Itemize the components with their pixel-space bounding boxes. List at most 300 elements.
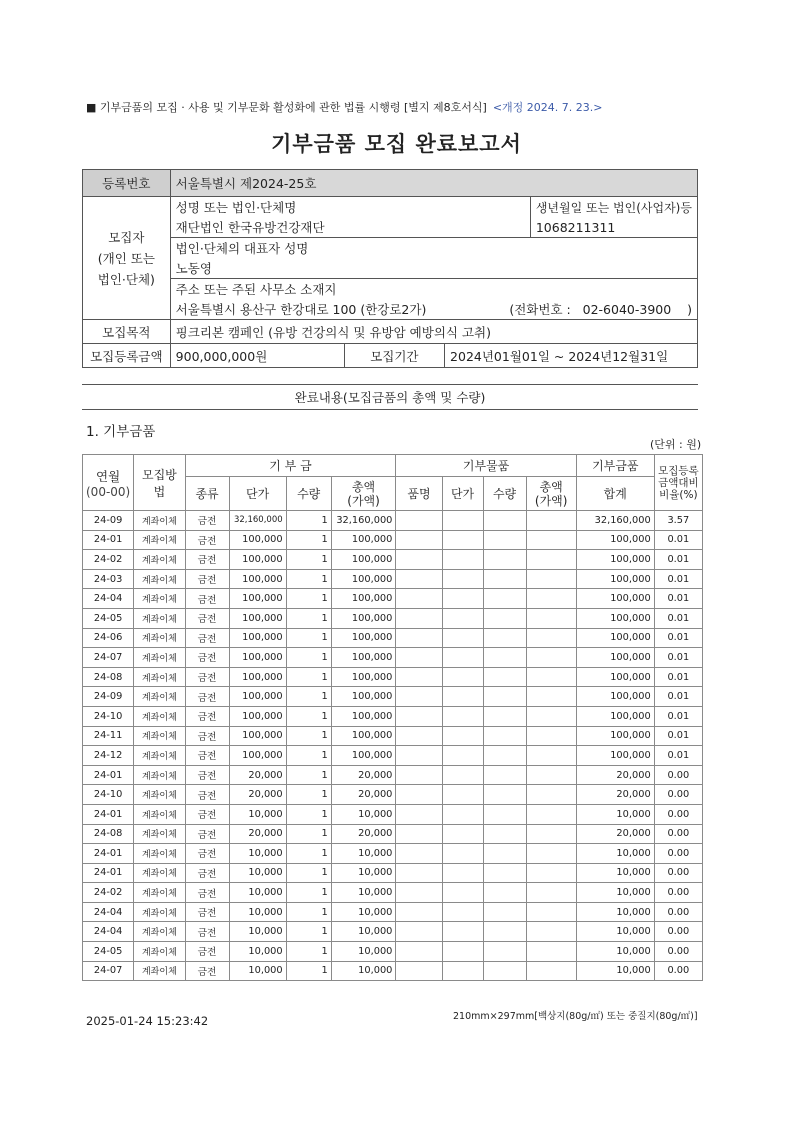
row-price: 10,000 [229, 863, 286, 883]
row-total: 10,000 [331, 844, 396, 864]
row-total: 100,000 [331, 746, 396, 766]
collector-label: 모집자 (개인 또는 법인·단체) [83, 197, 171, 320]
row-goods-qty [483, 824, 526, 844]
row-date: 24-09 [83, 687, 134, 707]
row-goods-qty [483, 648, 526, 668]
row-goods-name [396, 667, 442, 687]
row-sum: 100,000 [576, 687, 654, 707]
row-goods-qty [483, 706, 526, 726]
row-method: 계좌이체 [134, 883, 185, 903]
row-goods-name [396, 844, 442, 864]
row-sum: 20,000 [576, 765, 654, 785]
row-total: 100,000 [331, 706, 396, 726]
amount-label: 모집등록금액 [83, 344, 171, 368]
col-money-group: 기 부 금 [185, 455, 396, 477]
col-ratio-l3: 비율(%) [659, 488, 698, 501]
row-qty: 1 [286, 726, 331, 746]
col-method: 모집방법 [134, 455, 185, 511]
col-m-qty: 수량 [286, 477, 331, 511]
row-goods-total [526, 706, 576, 726]
row-goods-name [396, 804, 442, 824]
row-goods-total [526, 824, 576, 844]
row-price: 10,000 [229, 922, 286, 942]
row-sum: 100,000 [576, 628, 654, 648]
row-ratio: 0.01 [654, 706, 702, 726]
row-date: 24-07 [83, 961, 134, 981]
table-row [83, 844, 703, 864]
row-sum: 100,000 [576, 550, 654, 570]
row-goods-price [442, 726, 483, 746]
row-goods-name [396, 746, 442, 766]
row-goods-qty [483, 608, 526, 628]
row-ratio: 0.01 [654, 550, 702, 570]
row-ratio: 0.00 [654, 883, 702, 903]
row-goods-total [526, 746, 576, 766]
row-goods-total [526, 804, 576, 824]
row-goods-total [526, 687, 576, 707]
row-goods-qty [483, 804, 526, 824]
table-row [83, 667, 703, 687]
table-row [83, 511, 703, 531]
row-method: 계좌이체 [134, 530, 185, 550]
row-kind: 금전 [185, 785, 229, 805]
row-ratio: 0.01 [654, 726, 702, 746]
row-date: 24-10 [83, 785, 134, 805]
row-kind: 금전 [185, 589, 229, 609]
row-price: 100,000 [229, 746, 286, 766]
row-sum: 100,000 [576, 589, 654, 609]
row-date: 24-01 [83, 530, 134, 550]
row-ratio: 0.01 [654, 687, 702, 707]
row-kind: 금전 [185, 511, 229, 531]
row-method: 계좌이체 [134, 942, 185, 962]
row-goods-qty [483, 550, 526, 570]
row-date: 24-07 [83, 648, 134, 668]
row-total: 10,000 [331, 922, 396, 942]
table-row [83, 785, 703, 805]
row-goods-name [396, 883, 442, 903]
row-goods-total [526, 844, 576, 864]
table-row [83, 569, 703, 589]
row-goods-total [526, 530, 576, 550]
row-price: 100,000 [229, 628, 286, 648]
row-price: 10,000 [229, 844, 286, 864]
row-ratio: 0.00 [654, 863, 702, 883]
row-goods-name [396, 765, 442, 785]
row-sum: 100,000 [576, 608, 654, 628]
row-goods-qty [483, 687, 526, 707]
row-total: 100,000 [331, 589, 396, 609]
row-kind: 금전 [185, 765, 229, 785]
table-row [83, 863, 703, 883]
row-sum: 100,000 [576, 706, 654, 726]
row-ratio: 0.00 [654, 902, 702, 922]
row-goods-name [396, 530, 442, 550]
row-total: 100,000 [331, 687, 396, 707]
row-kind: 금전 [185, 902, 229, 922]
row-method: 계좌이체 [134, 922, 185, 942]
row-qty: 1 [286, 569, 331, 589]
period-label: 모집기간 [344, 344, 444, 368]
donation-table [82, 454, 703, 981]
row-goods-total [526, 589, 576, 609]
row-goods-price [442, 765, 483, 785]
row-qty: 1 [286, 824, 331, 844]
rep-value: 노동영 [170, 258, 697, 279]
row-goods-qty [483, 628, 526, 648]
row-goods-qty [483, 726, 526, 746]
table-row [83, 942, 703, 962]
row-date: 24-04 [83, 922, 134, 942]
row-date: 24-04 [83, 589, 134, 609]
row-goods-qty [483, 844, 526, 864]
row-sum: 100,000 [576, 746, 654, 766]
row-goods-price [442, 648, 483, 668]
row-method: 계좌이체 [134, 687, 185, 707]
row-kind: 금전 [185, 922, 229, 942]
row-date: 24-01 [83, 863, 134, 883]
col-date-sub: (00-00) [86, 484, 131, 499]
row-sum: 20,000 [576, 824, 654, 844]
row-method: 계좌이체 [134, 961, 185, 981]
col-m-total-label: 총액 [351, 479, 376, 494]
row-qty: 1 [286, 765, 331, 785]
phone-value: 02-6040-3900 [582, 302, 672, 317]
col-g-total-sub: (가액) [534, 493, 568, 508]
row-date: 24-12 [83, 746, 134, 766]
col-m-price: 단가 [229, 477, 286, 511]
row-goods-price [442, 589, 483, 609]
row-ratio: 0.01 [654, 628, 702, 648]
row-total: 100,000 [331, 628, 396, 648]
row-goods-name [396, 922, 442, 942]
row-goods-name [396, 942, 442, 962]
row-method: 계좌이체 [134, 706, 185, 726]
row-goods-qty [483, 922, 526, 942]
row-price: 100,000 [229, 687, 286, 707]
row-qty: 1 [286, 706, 331, 726]
table-row [83, 726, 703, 746]
row-goods-name [396, 902, 442, 922]
row-goods-name [396, 628, 442, 648]
id-value: 1068211311 [530, 217, 697, 238]
table-body [83, 511, 703, 981]
row-goods-qty [483, 785, 526, 805]
sub-title: 1. 기부금품 [86, 424, 156, 440]
col-m-total-sub: (가액) [347, 493, 380, 508]
row-ratio: 0.01 [654, 667, 702, 687]
col-goods-group: 기부물품 [396, 455, 576, 477]
row-goods-total [526, 922, 576, 942]
row-ratio: 0.00 [654, 961, 702, 981]
col-g-qty: 수량 [483, 477, 526, 511]
row-method: 계좌이체 [134, 863, 185, 883]
row-kind: 금전 [185, 569, 229, 589]
row-price: 10,000 [229, 942, 286, 962]
row-price: 20,000 [229, 824, 286, 844]
row-method: 계좌이체 [134, 511, 185, 531]
row-goods-name [396, 824, 442, 844]
row-goods-total [526, 726, 576, 746]
footer-timestamp: 2025-01-24 15:23:42 [86, 1014, 209, 1028]
row-qty: 1 [286, 863, 331, 883]
row-goods-total [526, 511, 576, 531]
row-method: 계좌이체 [134, 765, 185, 785]
row-price: 10,000 [229, 883, 286, 903]
row-goods-total [526, 863, 576, 883]
row-date: 24-03 [83, 569, 134, 589]
row-goods-qty [483, 530, 526, 550]
row-method: 계좌이체 [134, 824, 185, 844]
row-total: 100,000 [331, 530, 396, 550]
row-price: 100,000 [229, 706, 286, 726]
period-value: 2024년01월01일 ~ 2024년12월31일 [445, 344, 698, 368]
row-goods-price [442, 824, 483, 844]
row-method: 계좌이체 [134, 804, 185, 824]
row-qty: 1 [286, 628, 331, 648]
row-goods-name [396, 706, 442, 726]
row-goods-total [526, 667, 576, 687]
row-total: 10,000 [331, 942, 396, 962]
row-qty: 1 [286, 667, 331, 687]
row-kind: 금전 [185, 648, 229, 668]
row-qty: 1 [286, 530, 331, 550]
table-row [83, 589, 703, 609]
row-total: 20,000 [331, 765, 396, 785]
row-qty: 1 [286, 550, 331, 570]
amendment-text: <개정 2024. 7. 23.> [492, 101, 603, 114]
row-sum: 100,000 [576, 726, 654, 746]
row-method: 계좌이체 [134, 608, 185, 628]
row-price: 100,000 [229, 530, 286, 550]
row-price: 100,000 [229, 608, 286, 628]
row-qty: 1 [286, 844, 331, 864]
row-method: 계좌이체 [134, 746, 185, 766]
row-ratio: 0.00 [654, 785, 702, 805]
row-goods-total [526, 550, 576, 570]
row-goods-qty [483, 765, 526, 785]
table-row [83, 550, 703, 570]
row-sum: 10,000 [576, 942, 654, 962]
table-row [83, 922, 703, 942]
row-kind: 금전 [185, 746, 229, 766]
row-goods-price [442, 569, 483, 589]
row-goods-total [526, 883, 576, 903]
row-sum: 20,000 [576, 785, 654, 805]
row-qty: 1 [286, 902, 331, 922]
row-method: 계좌이체 [134, 648, 185, 668]
row-price: 10,000 [229, 961, 286, 981]
row-total: 100,000 [331, 648, 396, 668]
row-sum: 10,000 [576, 902, 654, 922]
row-goods-total [526, 608, 576, 628]
row-price: 100,000 [229, 589, 286, 609]
row-method: 계좌이체 [134, 667, 185, 687]
row-method: 계좌이체 [134, 902, 185, 922]
table-row [83, 883, 703, 903]
col-g-name: 품명 [396, 477, 442, 511]
row-goods-qty [483, 746, 526, 766]
row-goods-price [442, 785, 483, 805]
col-date-label: 연월 [96, 468, 121, 484]
row-price: 10,000 [229, 902, 286, 922]
row-goods-price [442, 844, 483, 864]
row-total: 10,000 [331, 804, 396, 824]
row-goods-name [396, 608, 442, 628]
table-row [83, 608, 703, 628]
col-ratio [654, 455, 702, 511]
table-row [83, 961, 703, 981]
row-goods-price [442, 687, 483, 707]
row-goods-name [396, 550, 442, 570]
row-total: 100,000 [331, 550, 396, 570]
row-total: 32,160,000 [331, 511, 396, 531]
row-kind: 금전 [185, 804, 229, 824]
row-total: 20,000 [331, 824, 396, 844]
row-total: 100,000 [331, 569, 396, 589]
row-method: 계좌이체 [134, 785, 185, 805]
purpose-label: 모집목적 [83, 320, 171, 344]
table-row [83, 530, 703, 550]
row-date: 24-05 [83, 942, 134, 962]
col-sum: 합계 [576, 477, 654, 511]
col-g-total [526, 477, 576, 511]
row-goods-price [442, 804, 483, 824]
row-ratio: 0.01 [654, 648, 702, 668]
row-goods-name [396, 726, 442, 746]
row-goods-total [526, 785, 576, 805]
collector-info-table [82, 169, 698, 368]
phone-group [509, 300, 692, 318]
row-goods-qty [483, 942, 526, 962]
row-ratio: 0.00 [654, 804, 702, 824]
row-sum: 10,000 [576, 804, 654, 824]
row-date: 24-08 [83, 667, 134, 687]
row-goods-price [442, 863, 483, 883]
row-qty: 1 [286, 687, 331, 707]
row-ratio: 0.00 [654, 765, 702, 785]
row-goods-price [442, 550, 483, 570]
row-method: 계좌이체 [134, 569, 185, 589]
row-goods-total [526, 961, 576, 981]
row-goods-total [526, 765, 576, 785]
row-goods-qty [483, 511, 526, 531]
row-goods-total [526, 569, 576, 589]
col-m-kind: 종류 [185, 477, 229, 511]
registration-value: 서울특별시 제2024-25호 [170, 170, 697, 197]
row-date: 24-04 [83, 902, 134, 922]
row-goods-total [526, 648, 576, 668]
row-total: 20,000 [331, 785, 396, 805]
row-sum: 10,000 [576, 961, 654, 981]
table-row [83, 628, 703, 648]
row-total: 100,000 [331, 667, 396, 687]
row-ratio: 0.00 [654, 922, 702, 942]
page-title: 기부금품 모집 완료보고서 [271, 132, 522, 156]
row-sum: 100,000 [576, 569, 654, 589]
row-price: 20,000 [229, 765, 286, 785]
row-sum: 100,000 [576, 667, 654, 687]
row-goods-name [396, 589, 442, 609]
row-price: 100,000 [229, 667, 286, 687]
row-kind: 금전 [185, 824, 229, 844]
row-goods-name [396, 687, 442, 707]
row-kind: 금전 [185, 726, 229, 746]
row-kind: 금전 [185, 687, 229, 707]
row-qty: 1 [286, 648, 331, 668]
row-date: 24-08 [83, 824, 134, 844]
col-ratio-l2: 금액대비 [658, 476, 699, 489]
row-date: 24-05 [83, 608, 134, 628]
footer-paper-spec: 210mm×297mm[백상지(80g/㎡) 또는 중질지(80g/㎡)] [453, 1011, 698, 1022]
row-ratio: 0.00 [654, 844, 702, 864]
table-row [83, 902, 703, 922]
row-goods-price [442, 942, 483, 962]
row-sum: 100,000 [576, 530, 654, 550]
row-date: 24-06 [83, 628, 134, 648]
row-kind: 금전 [185, 961, 229, 981]
row-price: 100,000 [229, 648, 286, 668]
row-goods-name [396, 863, 442, 883]
row-qty: 1 [286, 746, 331, 766]
row-ratio: 0.01 [654, 746, 702, 766]
row-goods-price [442, 746, 483, 766]
row-goods-total [526, 628, 576, 648]
row-qty: 1 [286, 785, 331, 805]
row-sum: 100,000 [576, 648, 654, 668]
table-row [83, 804, 703, 824]
row-qty: 1 [286, 942, 331, 962]
row-method: 계좌이체 [134, 589, 185, 609]
col-g-price: 단가 [442, 477, 483, 511]
row-ratio: 0.00 [654, 942, 702, 962]
row-sum: 10,000 [576, 883, 654, 903]
row-goods-price [442, 922, 483, 942]
table-row [83, 648, 703, 668]
row-kind: 금전 [185, 844, 229, 864]
table-row [83, 706, 703, 726]
row-price: 100,000 [229, 550, 286, 570]
row-kind: 금전 [185, 608, 229, 628]
row-goods-price [442, 667, 483, 687]
row-goods-price [442, 628, 483, 648]
table-row [83, 746, 703, 766]
table-row [83, 765, 703, 785]
row-sum: 32,160,000 [576, 511, 654, 531]
row-goods-price [442, 883, 483, 903]
col-m-total [331, 477, 396, 511]
row-method: 계좌이체 [134, 550, 185, 570]
row-kind: 금전 [185, 942, 229, 962]
row-method: 계좌이체 [134, 628, 185, 648]
row-date: 24-01 [83, 804, 134, 824]
row-kind: 금전 [185, 530, 229, 550]
addr-row [170, 299, 697, 320]
row-kind: 금전 [185, 706, 229, 726]
row-goods-qty [483, 667, 526, 687]
col-g-total-label: 총액 [539, 479, 563, 494]
row-qty: 1 [286, 961, 331, 981]
row-date: 24-02 [83, 550, 134, 570]
row-goods-qty [483, 883, 526, 903]
row-kind: 금전 [185, 628, 229, 648]
row-goods-name [396, 785, 442, 805]
unit-label: (단위 : 원) [650, 438, 702, 451]
section-title: 완료내용(모집금품의 총액 및 수량) [82, 384, 698, 410]
row-goods-price [442, 608, 483, 628]
row-sum: 10,000 [576, 922, 654, 942]
addr-label: 주소 또는 주된 사무소 소재지 [170, 279, 697, 300]
